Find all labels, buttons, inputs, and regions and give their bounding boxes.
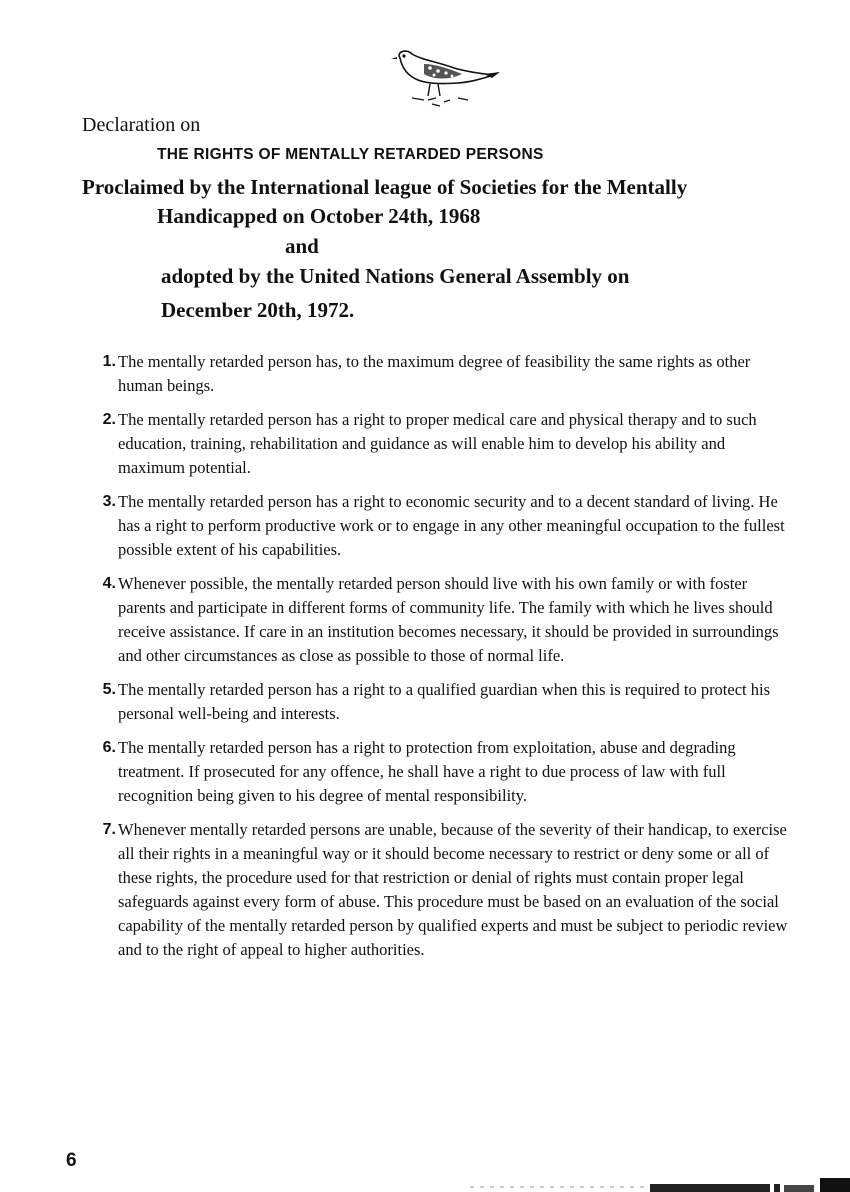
scan-edge-marks <box>470 1178 850 1192</box>
rights-title: THE RIGHTS OF MENTALLY RETARDED PERSONS <box>157 146 544 163</box>
item-number: 6. <box>102 739 116 756</box>
item-text: The mentally retarded person has a right to proper medical care and physical therapy and to such education, training, rehabilitation and guidance as will enable him to develop his ability and maximum potential. <box>118 410 757 477</box>
list-item <box>80 736 792 808</box>
bird-icon <box>388 40 506 112</box>
item-text: The mentally retarded person has a right to economic security and to a decent standard of living. He has a right to perform productive work or to engage in any other meaningful occupation to the fullest possible extent of his capabilities. <box>118 492 785 559</box>
adopted-line: adopted by the United Nations General Assembly on <box>161 264 630 288</box>
item-number: 7. <box>102 821 116 838</box>
list-item <box>80 408 792 480</box>
and-line: and <box>285 234 319 258</box>
list-item <box>80 490 792 562</box>
declaration-on: Declaration on <box>82 114 201 136</box>
list-item <box>80 818 792 962</box>
list-item <box>80 572 792 668</box>
item-text: Whenever mentally retarded persons are unable, because of the severity of their handicap, to exercise all their rights in a meaningful way or it should become necessary to restrict or deny some or all of these rights, the procedure used for that restriction or denial of rights must contain proper legal safeguards against every form of abuse. This procedure must be based on an evaluation of the social capability of the mentally retarded person by qualified experts and must be subject to periodic review and to the right of appeal to higher authorities. <box>118 820 788 959</box>
page-number: 6 <box>66 1150 77 1171</box>
item-number: 2. <box>102 411 116 428</box>
handicapped-line: Handicapped on October 24th, 1968 <box>157 204 481 228</box>
list-item <box>80 350 792 398</box>
item-number: 4. <box>102 575 116 592</box>
date-line: December 20th, 1972. <box>161 298 355 322</box>
item-text: The mentally retarded person has a right to protection from exploitation, abuse and degrading treatment. If prosecuted for any offence, he shall have a right to due process of law with full recognition being given to his degree of mental responsibility. <box>118 738 736 805</box>
item-number: 1. <box>102 353 116 370</box>
item-number: 3. <box>102 493 116 510</box>
item-text: Whenever possible, the mentally retarded person should live with his own family or with foster parents and participate in different forms of community life. The family with which he lives should receive assistance. If care in an institution becomes necessary, it should be provided in surroundings and other circumstances as close as possible to those of normal life. <box>118 574 779 665</box>
item-number: 5. <box>102 681 116 698</box>
item-text: The mentally retarded person has a right to a qualified guardian when this is required to protect his personal well-being and interests. <box>118 680 771 723</box>
item-text: The mentally retarded person has, to the maximum degree of feasibility the same rights as other human beings. <box>118 352 751 395</box>
proclaimed-line: Proclaimed by the International league of Societies for the Mentally <box>82 175 688 199</box>
list-item <box>80 678 792 726</box>
rights-list <box>80 350 792 972</box>
